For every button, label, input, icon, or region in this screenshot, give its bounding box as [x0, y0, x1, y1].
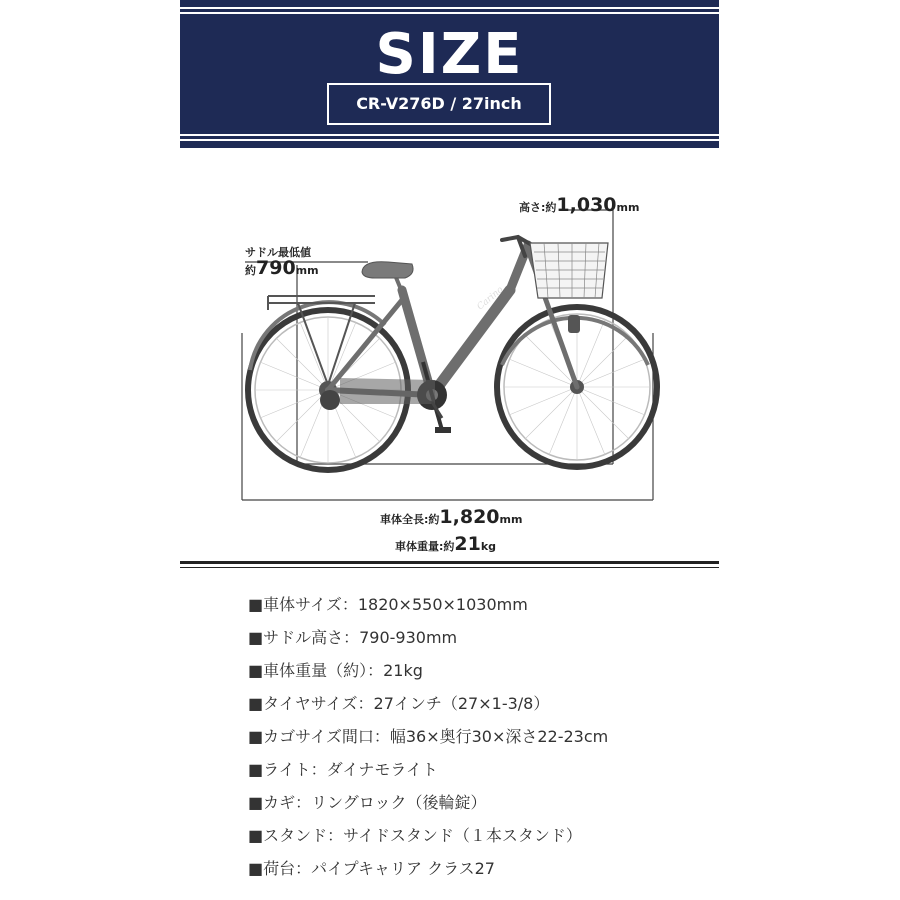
spec-item-saddle-height: ■サドル高さ：790-930mm — [248, 628, 458, 647]
header-stripe-top-1 — [180, 7, 719, 9]
size-title: SIZE — [375, 22, 524, 87]
bike-logo: Carino — [475, 284, 506, 313]
model-box: CR-V276D / 27inch — [327, 83, 551, 125]
length-label: 車体全長:約 — [380, 513, 440, 526]
spec-item-basket-size: ■カゴサイズ間口：幅36×奥行30×深さ22-23cm — [248, 727, 609, 746]
spec-list — [248, 592, 608, 889]
spec-item-lock: ■カギ：リングロック（後輪錠） — [248, 793, 487, 812]
spec-item-carrier: ■荷台：パイプキャリア クラス27 — [248, 859, 495, 878]
weight-label: 車体重量:約 — [395, 540, 455, 553]
height-dimension — [519, 194, 639, 216]
spec-item-light: ■ライト：ダイナモライト — [248, 760, 438, 779]
saddle — [362, 262, 413, 278]
spec-item-tire-size: ■タイヤサイズ：27インチ（27×1-3/8） — [248, 694, 550, 713]
spec-item-weight: ■車体重量（約）：21kg — [248, 661, 423, 680]
saddle-prefix: 約 — [245, 264, 256, 277]
saddle-unit: mm — [295, 264, 319, 277]
saddle-value: 790 — [256, 257, 296, 279]
headlight — [568, 315, 580, 333]
front-basket — [530, 243, 608, 298]
saddle-label: サドル最低値 — [245, 246, 311, 259]
chain-guard — [340, 378, 435, 404]
height-unit: mm — [616, 201, 640, 214]
section-divider-thin — [180, 567, 719, 568]
header-stripe-bottom-2 — [180, 139, 719, 141]
saddle-dimension — [245, 257, 319, 279]
rear-derailleur — [320, 390, 340, 410]
weight-unit: kg — [480, 540, 497, 553]
header-stripe-bottom-1 — [180, 134, 719, 136]
section-divider-thick — [180, 561, 719, 564]
height-value: 1,030 — [556, 194, 617, 216]
spec-item-stand: ■スタンド：サイドスタンド（１本スタンド） — [248, 826, 582, 845]
header-stripe-top-2 — [180, 12, 719, 14]
size-header-banner — [180, 0, 719, 148]
weight-value: 21 — [454, 533, 481, 555]
length-dimension — [380, 506, 522, 528]
length-value: 1,820 — [439, 506, 500, 528]
height-label: 高さ:約 — [519, 201, 557, 214]
weight-dimension — [395, 533, 496, 555]
length-unit: mm — [499, 513, 523, 526]
spec-item-body-size: ■車体サイズ：1820×550×1030mm — [248, 595, 528, 614]
